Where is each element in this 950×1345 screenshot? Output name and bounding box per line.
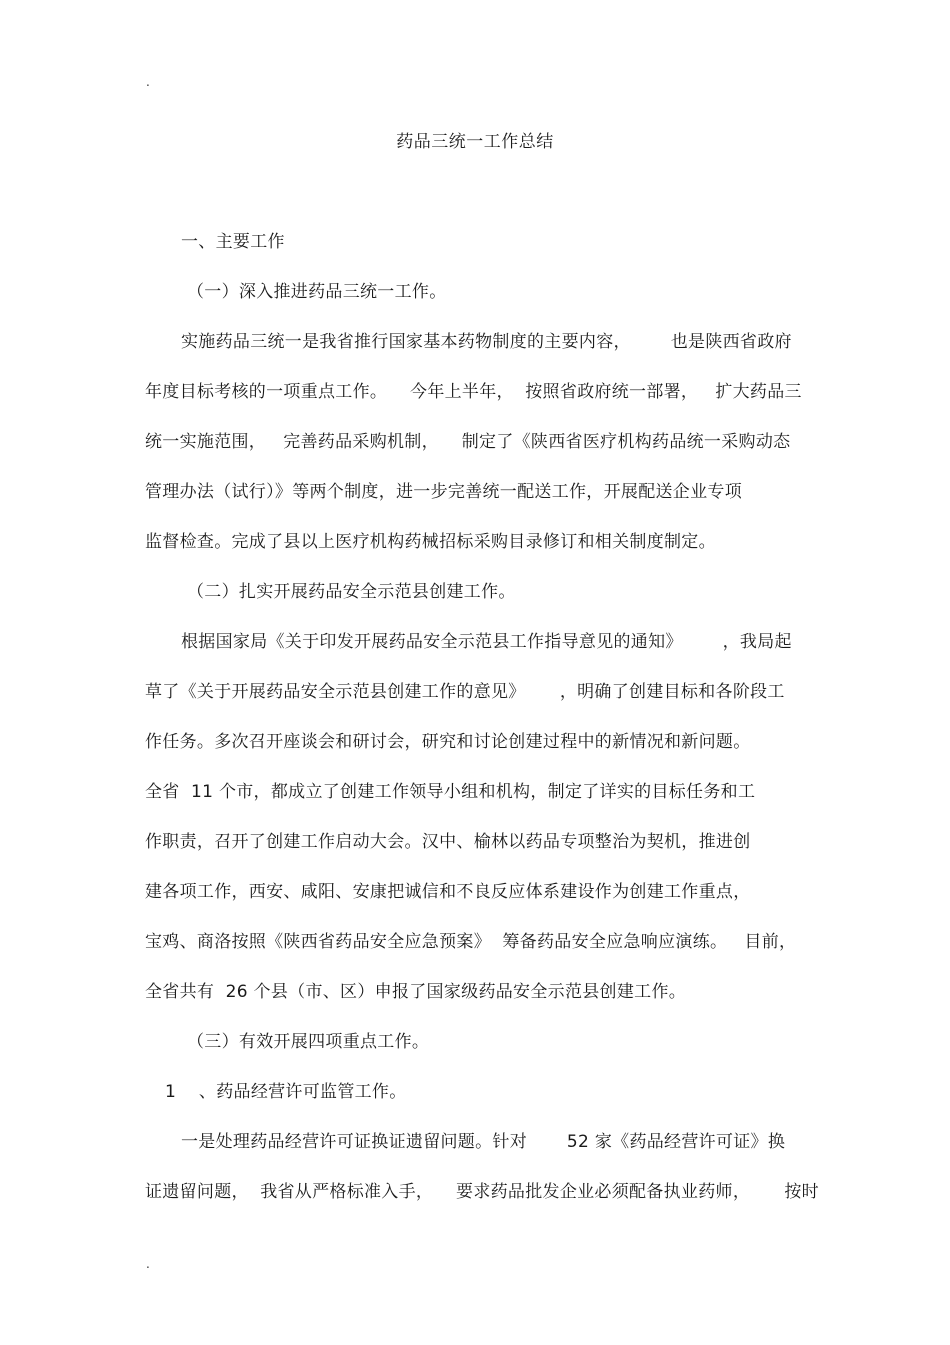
- paragraph-line: 证遗留问题， 我省从严格标准入手， 要求药品批发企业必须配备执业药师， 按时: [145, 1182, 819, 1202]
- paragraph-line: 根据国家局《关于印发开展药品安全示范县工作指导意见的通知》 ，我局起: [181, 632, 792, 652]
- paragraph-line: 作任务。多次召开座谈会和研讨会，研究和讨论创建过程中的新情况和新问题。: [145, 732, 751, 752]
- subsection-heading: （二）扎实开展药品安全示范县创建工作。: [187, 582, 516, 602]
- paragraph-line: 一是处理药品经营许可证换证遗留问题。针对 52 家《药品经营许可证》换: [181, 1132, 786, 1152]
- document-title: 药品三统一工作总结: [396, 132, 554, 152]
- paragraph-line: 全省共有 26 个县（市、区）申报了国家级药品安全示范县创建工作。: [145, 982, 687, 1002]
- paragraph-line: 管理办法（试行）》等两个制度，进一步完善统一配送工作，开展配送企业专项: [145, 482, 742, 502]
- paragraph-line: 年度目标考核的一项重点工作。 今年上半年， 按照省政府统一部署， 扩大药品三: [145, 382, 802, 402]
- paragraph-line: 建各项工作，西安、咸阳、安康把诚信和不良反应体系建设作为创建工作重点，: [145, 882, 751, 902]
- list-item-heading: 1 、药品经营许可监管工作。: [165, 1082, 407, 1102]
- paragraph-line: 统一实施范围， 完善药品采购机制， 制定了《陕西省医疗机构药品统一采购动态: [145, 432, 791, 452]
- paragraph-line: 监督检查。完成了县以上医疗机构药械招标采购目录修订和相关制度制定。: [145, 532, 716, 552]
- page-marker-top: .: [146, 75, 150, 89]
- paragraph-line: 草了《关于开展药品安全示范县创建工作的意见》 ，明确了创建目标和各阶段工: [145, 682, 785, 702]
- subsection-heading: （三）有效开展四项重点工作。: [187, 1032, 430, 1052]
- paragraph-line: 作职责，召开了创建工作启动大会。汉中、榆林以药品专项整治为契机，推进创: [145, 832, 751, 852]
- paragraph-line: 宝鸡、商洛按照《陕西省药品安全应急预案》 筹备药品安全应急响应演练。 目前，: [145, 932, 797, 952]
- section-heading: 一、主要工作: [181, 232, 285, 252]
- page-marker-bottom: .: [146, 1257, 150, 1271]
- subsection-heading: （一）深入推进药品三统一工作。: [187, 282, 447, 302]
- paragraph-line: 全省 11 个市，都成立了创建工作领导小组和机构，制定了详实的目标任务和工: [145, 782, 756, 802]
- paragraph-line: 实施药品三统一是我省推行国家基本药物制度的主要内容， 也是陕西省政府: [181, 332, 792, 352]
